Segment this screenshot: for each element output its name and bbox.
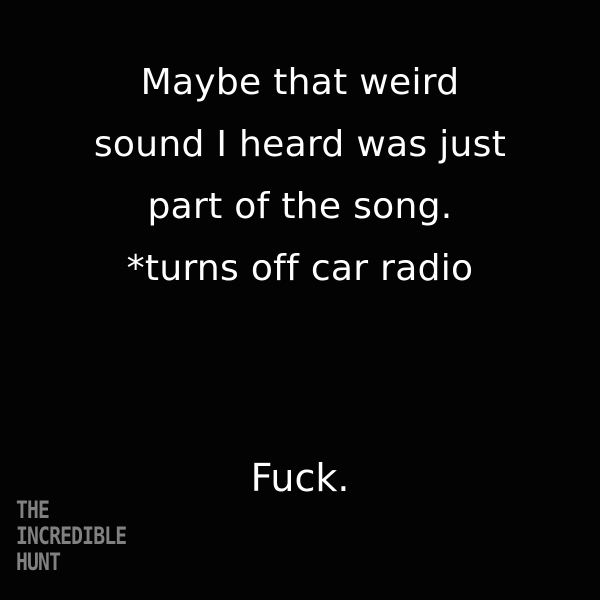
joke-line: *turns off car radio — [126, 248, 474, 289]
watermark-line: INCREDIBLE — [16, 522, 127, 550]
joke-text — [0, 52, 600, 300]
watermark-line: HUNT — [16, 548, 61, 576]
punchline-text: Fuck. — [250, 456, 350, 500]
joke-line: sound I heard was just — [93, 124, 507, 165]
watermark-logo — [16, 497, 126, 575]
watermark-line: THE — [16, 496, 50, 524]
joke-line: part of the song. — [147, 186, 453, 227]
joke-line: Maybe that weird — [140, 62, 460, 103]
